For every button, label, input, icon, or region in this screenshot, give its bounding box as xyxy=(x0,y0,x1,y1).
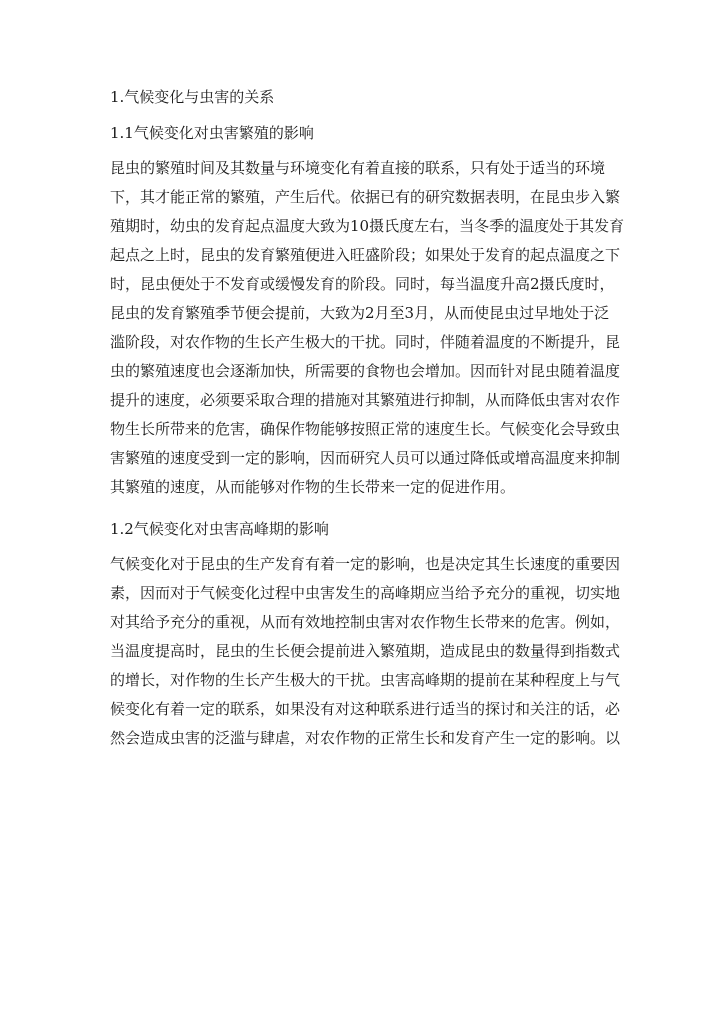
paragraph-line: 提升的速度，必须要采取合理的措施对其繁殖进行抑制，从而降低虫害对农作 xyxy=(110,391,621,409)
paragraph-line: 当温度提高时，昆虫的生长便会提前进入繁殖期，造成昆虫的数量得到指数式 xyxy=(110,642,621,660)
paragraph-line: 昆虫的繁殖时间及其数量与环境变化有着直接的联系，只有处于适当的环境 xyxy=(110,159,606,177)
paragraph-line: 下，其才能正常的繁殖，产生后代。依据已有的研究数据表明，在昆虫步入繁 xyxy=(110,188,621,206)
section-1-2-paragraph xyxy=(110,550,621,753)
section-1-1-heading: 1.1气候变化对虫害繁殖的影响 xyxy=(110,124,314,142)
paragraph-line: 起点之上时，昆虫的发育繁殖便进入旺盛阶段；如果处于发育的起点温度之下 xyxy=(110,246,621,264)
paragraph-line: 殖期时，幼虫的发育起点温度大致为10摄氏度左右，当冬季的温度处于其发育 xyxy=(110,217,625,235)
paragraph-line: 然会造成虫害的泛滥与肆虐，对农作物的正常生长和发育产生一定的影响。以 xyxy=(110,729,621,747)
section-1-2-heading: 1.2气候变化对虫害高峰期的影响 xyxy=(110,520,329,538)
paragraph-line: 昆虫的发育繁殖季节便会提前，大致为2月至3月，从而使昆虫过早地处于泛 xyxy=(110,304,610,322)
paragraph-line: 害繁殖的速度受到一定的影响，因而研究人员可以通过降低或增高温度来抑制 xyxy=(110,449,621,467)
paragraph-line: 其繁殖的速度，从而能够对作物的生长带来一定的促进作用。 xyxy=(110,478,516,496)
paragraph-line: 素，因而对于气候变化过程中虫害发生的高峰期应当给予充分的重视，切实地 xyxy=(110,584,621,602)
paragraph-line: 的增长，对作物的生长产生极大的干扰。虫害高峰期的提前在某种程度上与气 xyxy=(110,671,621,689)
paragraph-line: 气候变化对于昆虫的生产发育有着一定的影响，也是决定其生长速度的重要因 xyxy=(110,555,621,573)
section-1-heading: 1.气候变化与虫害的关系 xyxy=(110,88,275,106)
paragraph-line: 对其给予充分的重视，从而有效地控制虫害对农作物生长带来的危害。例如， xyxy=(110,613,621,631)
paragraph-line: 虫的繁殖速度也会逐渐加快，所需要的食物也会增加。因而针对昆虫随着温度 xyxy=(110,362,621,380)
paragraph-line: 滥阶段，对农作物的生长产生极大的干扰。同时，伴随着温度的不断提升，昆 xyxy=(110,333,621,351)
document-page xyxy=(110,84,625,753)
section-1-1-paragraph xyxy=(110,154,625,502)
paragraph-line: 物生长所带来的危害，确保作物能够按照正常的速度生长。气候变化会导致虫 xyxy=(110,420,621,438)
paragraph-line: 候变化有着一定的联系，如果没有对这种联系进行适当的探讨和关注的话，必 xyxy=(110,700,621,718)
paragraph-line: 时，昆虫便处于不发育或缓慢发育的阶段。同时，每当温度升高2摄氏度时， xyxy=(110,275,615,293)
